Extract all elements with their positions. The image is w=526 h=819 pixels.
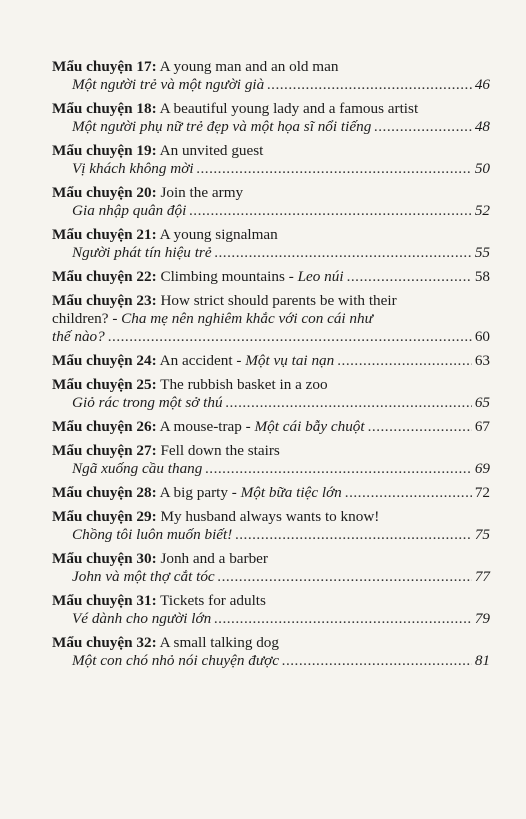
page-number: 63 <box>474 352 490 369</box>
story-title: Join the army <box>160 184 244 201</box>
story-translation: Một người trẻ và một người già <box>72 76 265 93</box>
entry-translation-row <box>52 328 490 346</box>
dot-leader <box>108 328 472 346</box>
story-title: Climbing mountains <box>160 268 285 285</box>
page-number: 46 <box>474 76 490 93</box>
story-title-continued: children? <box>52 310 109 327</box>
page-number: 50 <box>474 160 490 177</box>
entry-heading <box>52 58 490 76</box>
story-translation: Cha mẹ nên nghiêm khắc với con cái như <box>121 310 373 327</box>
toc-entry-22[interactable] <box>52 268 490 286</box>
title-separator: - <box>227 484 241 501</box>
toc-entry-26[interactable] <box>52 418 490 436</box>
entry-translation-row <box>52 394 490 412</box>
story-translation: Người phát tín hiệu trẻ <box>72 244 212 261</box>
dot-leader <box>347 268 472 286</box>
entry-heading <box>52 100 490 118</box>
dot-leader <box>235 526 472 544</box>
dot-leader <box>368 418 472 436</box>
dot-leader <box>374 118 472 136</box>
story-translation: Một cái bẫy chuột <box>254 418 365 435</box>
entry-heading <box>52 184 490 202</box>
entry-translation-row <box>52 244 490 262</box>
story-label: Mẩu chuyện 19: <box>52 142 157 159</box>
story-label: Mẩu chuyện 25: <box>52 376 157 393</box>
entry-translation-row <box>52 202 490 220</box>
title-separator: - <box>232 352 246 369</box>
page-number: 72 <box>474 484 490 501</box>
dot-leader <box>282 652 472 670</box>
page-number: 65 <box>474 394 490 411</box>
page-number: 55 <box>474 244 490 261</box>
entry-heading <box>52 592 490 610</box>
table-of-contents <box>52 58 490 670</box>
story-title: A young signalman <box>159 226 278 243</box>
story-label: Mẩu chuyện 26: <box>52 418 157 435</box>
story-translation: Ngã xuống cầu thang <box>72 460 203 477</box>
page-number: 77 <box>474 568 490 585</box>
story-title: A beautiful young lady and a famous artist <box>159 100 419 117</box>
story-translation: Một con chó nhỏ nói chuyện được <box>72 652 280 669</box>
story-title: How strict should parents be with their <box>160 292 397 309</box>
story-label: Mẩu chuyện 27: <box>52 442 157 459</box>
toc-entry-30[interactable] <box>52 550 490 586</box>
story-translation: Một vụ tai nạn <box>245 352 335 369</box>
entry-heading <box>52 226 490 244</box>
toc-entry-18[interactable] <box>52 100 490 136</box>
page-number: 67 <box>474 418 490 435</box>
toc-entry-21[interactable] <box>52 226 490 262</box>
toc-entry-24[interactable] <box>52 352 490 370</box>
story-title: Tickets for adults <box>160 592 266 609</box>
entry-heading <box>52 508 490 526</box>
story-title: A mouse-trap <box>159 418 242 435</box>
entry-heading <box>52 550 490 568</box>
story-translation: Leo núi <box>297 268 344 285</box>
entry-heading-continued <box>52 310 490 328</box>
title-separator: - <box>241 418 255 435</box>
dot-leader <box>267 76 472 94</box>
story-label: Mẩu chuyện 24: <box>52 352 157 369</box>
story-title: The rubbish basket in a zoo <box>160 376 328 393</box>
story-translation: Giỏ rác trong một sở thú <box>72 394 223 411</box>
dot-leader <box>189 202 471 220</box>
story-translation-continued: thế nào? <box>52 328 105 345</box>
entry-translation-row <box>52 610 490 628</box>
toc-entry-25[interactable] <box>52 376 490 412</box>
story-title: My husband always wants to know! <box>160 508 380 525</box>
dot-leader <box>218 568 472 586</box>
story-translation: Một người phụ nữ trẻ đẹp và một họa sĩ nổi tiếng <box>72 118 372 135</box>
story-label: Mẩu chuyện 31: <box>52 592 157 609</box>
story-label: Mẩu chuyện 30: <box>52 550 157 567</box>
story-title: An accident <box>159 352 233 369</box>
story-label: Mẩu chuyện 22: <box>52 268 157 285</box>
page-number: 52 <box>474 202 490 219</box>
dot-leader <box>215 244 472 262</box>
entry-heading <box>52 484 490 502</box>
entry-heading <box>52 268 490 286</box>
toc-entry-29[interactable] <box>52 508 490 544</box>
entry-heading <box>52 634 490 652</box>
story-label: Mẩu chuyện 32: <box>52 634 157 651</box>
entry-heading <box>52 376 490 394</box>
title-separator: - <box>108 310 122 327</box>
story-label: Mẩu chuyện 17: <box>52 58 157 75</box>
story-label: Mẩu chuyện 20: <box>52 184 157 201</box>
entry-heading <box>52 292 490 310</box>
toc-entry-20[interactable] <box>52 184 490 220</box>
entry-heading <box>52 418 490 436</box>
entry-translation-row <box>52 76 490 94</box>
story-translation: Vị khách không mời <box>72 160 194 177</box>
dot-leader <box>197 160 472 178</box>
page-number: 69 <box>474 460 490 477</box>
toc-entry-31[interactable] <box>52 592 490 628</box>
dot-leader <box>205 460 471 478</box>
toc-entry-28[interactable] <box>52 484 490 502</box>
entry-translation-row <box>52 526 490 544</box>
page-number: 60 <box>474 328 490 345</box>
story-translation: Gia nhập quân đội <box>72 202 187 219</box>
story-title: A small talking dog <box>159 634 279 651</box>
toc-entry-23[interactable] <box>52 292 490 346</box>
page-number: 48 <box>474 118 490 135</box>
story-title: An unvited guest <box>159 142 264 159</box>
entry-translation-row <box>52 652 490 670</box>
story-translation: Vé dành cho người lớn <box>72 610 212 627</box>
story-translation: Một bữa tiệc lớn <box>240 484 342 501</box>
entry-translation-row <box>52 568 490 586</box>
story-label: Mẩu chuyện 21: <box>52 226 157 243</box>
story-label: Mẩu chuyện 23: <box>52 292 157 309</box>
toc-entry-19[interactable] <box>52 142 490 178</box>
entry-translation-row <box>52 160 490 178</box>
entry-translation-row <box>52 118 490 136</box>
dot-leader <box>226 394 472 412</box>
page-number: 79 <box>474 610 490 627</box>
story-label: Mẩu chuyện 29: <box>52 508 157 525</box>
dot-leader <box>214 610 472 628</box>
toc-entry-32[interactable] <box>52 634 490 670</box>
page-number: 75 <box>474 526 490 543</box>
story-label: Mẩu chuyện 28: <box>52 484 157 501</box>
story-translation: Chồng tôi luôn muốn biết! <box>72 526 233 543</box>
page-number: 58 <box>474 268 490 285</box>
page-number: 81 <box>474 652 490 669</box>
story-title: A young man and an old man <box>159 58 339 75</box>
story-title: Fell down the stairs <box>160 442 280 459</box>
story-title: A big party <box>159 484 228 501</box>
title-separator: - <box>284 268 298 285</box>
entry-heading <box>52 142 490 160</box>
dot-leader <box>337 352 472 370</box>
story-translation: John và một thợ cắt tóc <box>72 568 215 585</box>
entry-heading <box>52 442 490 460</box>
story-label: Mẩu chuyện 18: <box>52 100 157 117</box>
story-title: Jonh and a barber <box>160 550 268 567</box>
entry-heading <box>52 352 490 370</box>
entry-translation-row <box>52 460 490 478</box>
dot-leader <box>345 484 472 502</box>
toc-entry-27[interactable] <box>52 442 490 478</box>
toc-entry-17[interactable] <box>52 58 490 94</box>
